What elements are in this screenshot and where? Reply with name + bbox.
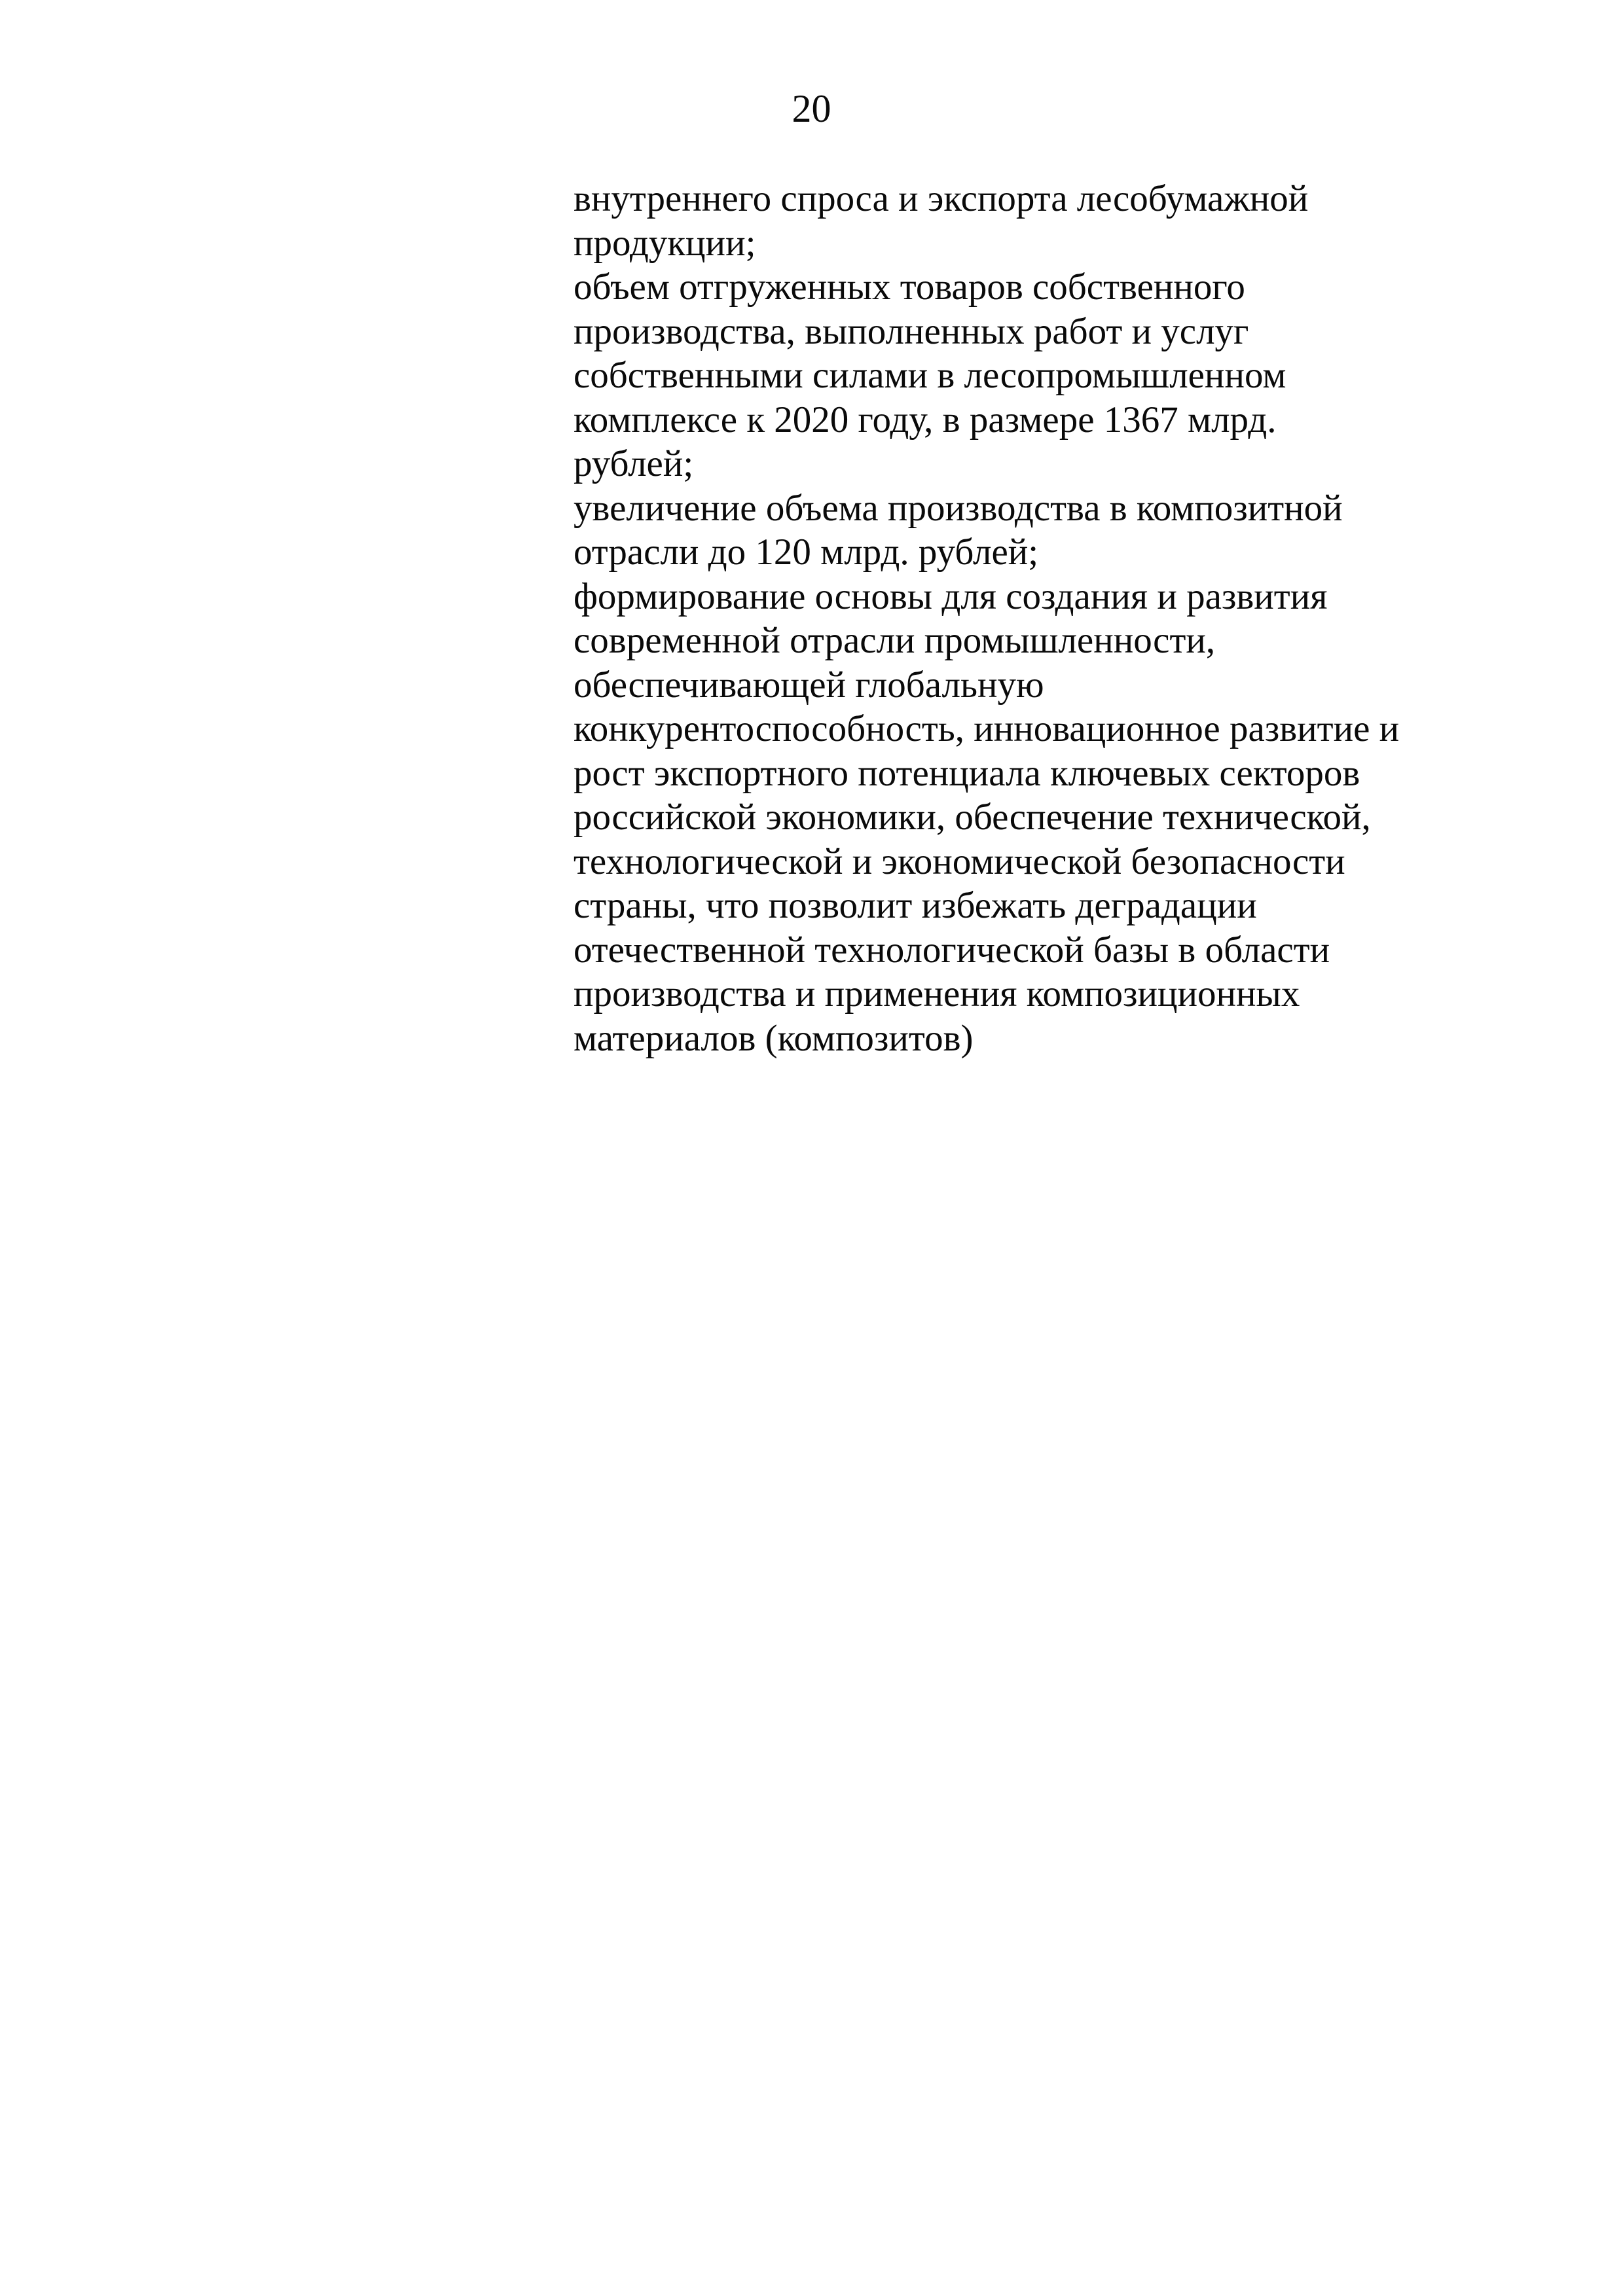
text-line: увеличение объема производства в композитной [574, 487, 1343, 529]
text-line: технологической и экономической безопасности [574, 840, 1345, 882]
text-line: отечественной технологической базы в области [574, 929, 1330, 971]
page-number: 20 [792, 87, 831, 130]
text-line: обеспечивающей глобальную [574, 664, 1044, 706]
text-line: материалов (композитов) [574, 1017, 974, 1059]
text-line: производства и применения композиционных [574, 973, 1300, 1014]
text-line: комплексе к 2020 году, в размере 1367 млрд. [574, 399, 1277, 440]
text-line: продукции; [574, 222, 756, 264]
text-line: российской экономики, обеспечение технической, [574, 797, 1371, 838]
body-text [574, 177, 1503, 1060]
text-line: страны, что позволит избежать деградации [574, 885, 1257, 926]
text-line: отрасли до 120 млрд. рублей; [574, 531, 1039, 573]
text-line: объем отгруженных товаров собственного [574, 266, 1245, 308]
text-line: конкурентоспособность, инновационное развитие и [574, 708, 1400, 749]
text-line: собственными силами в лесопромышленном [574, 355, 1286, 396]
text-line: формирование основы для создания и развития [574, 575, 1328, 617]
text-line: современной отрасли промышленности, [574, 620, 1216, 661]
text-line: внутреннего спроса и экспорта лесобумажной [574, 178, 1309, 219]
text-line: рублей; [574, 443, 694, 484]
text-line: производства, выполненных работ и услуг [574, 310, 1249, 352]
text-line: рост экспортного потенциала ключевых секторов [574, 752, 1360, 794]
